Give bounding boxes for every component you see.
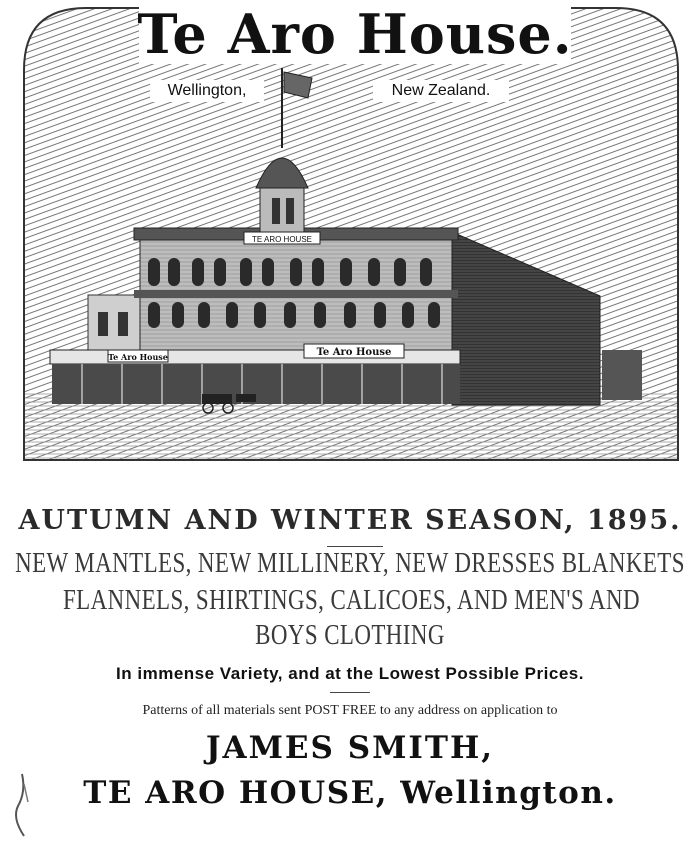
shop-sign-right: Te Aro House [316,347,392,358]
patterns-line: Patterns of all materials sent POST FREE to any address on application to [142,703,558,718]
clock-tower [260,186,304,234]
goods-line-3: BOYS CLOTHING [255,620,445,651]
distant-buildings [602,350,642,400]
location-city: Wellington, [150,80,264,102]
location-country: New Zealand. [373,80,509,102]
divider-rule [327,546,383,547]
building-engraving [22,0,680,462]
margin-mark [8,772,38,838]
house-title: Te Aro House. [137,2,573,66]
goods-line-2: FLANNELS, SHIRTINGS, CALICOES, AND MEN'S AND [63,585,640,616]
variety-line: In immense Variety, and at the Lowest Possible Prices. [116,664,584,683]
tower-sign: TE ARO HOUSE [251,235,313,244]
store-address: TE ARO HOUSE, Wellington. [83,775,617,811]
divider-rule-small [330,692,370,693]
proprietor-name: JAMES SMITH, [205,730,495,766]
goods-line-1: NEW MANTLES, NEW MILLINERY, NEW DRESSES BLANKETS [15,548,685,579]
season-heading: AUTUMN AND WINTER SEASON, 1895. [18,505,682,536]
shop-sign-left: Te Aro House [108,352,168,362]
